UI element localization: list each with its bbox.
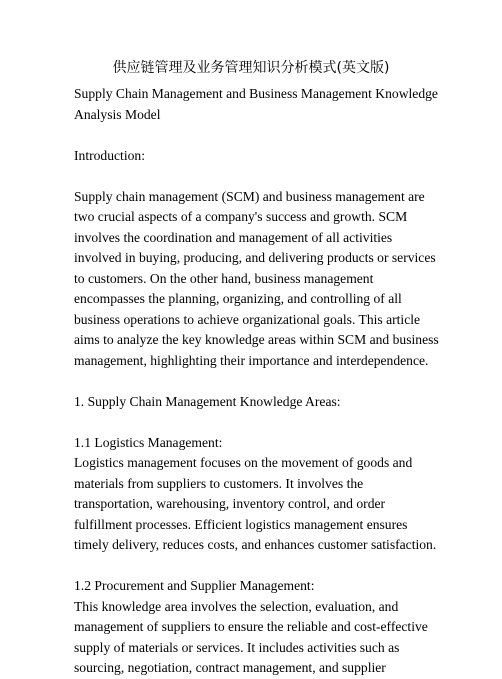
- subsection-1-2-line: management of suppliers to ensure the reliable and cost-effective: [74, 619, 428, 634]
- intro-paragraph-line: Supply chain management (SCM) and business management are: [74, 188, 425, 204]
- document-body: [74, 84, 439, 679]
- english-title-line-1: Supply Chain Management and Business Management Knowledge: [74, 86, 438, 101]
- intro-paragraph-line: management, highlighting their importance and interdependence.: [74, 352, 429, 368]
- spacer: [74, 166, 434, 187]
- spacer: [74, 371, 434, 392]
- subsection-1-1-heading: 1.1 Logistics Management:: [74, 434, 223, 450]
- spacer: [74, 125, 434, 146]
- spacer: [74, 556, 434, 577]
- spacer: [74, 412, 434, 433]
- english-title-line-2: Analysis Model: [74, 106, 161, 122]
- subsection-1-2-line: This knowledge area involves the selection, evaluation, and: [74, 598, 399, 614]
- subsection-1-1-line: transportation, warehousing, inventory control, and order: [74, 496, 386, 511]
- subsection-1-2-heading: 1.2 Procurement and Supplier Management:: [74, 578, 315, 593]
- intro-paragraph-line: to customers. On the other hand, business management: [74, 270, 374, 286]
- subsection-1-2-line: sourcing, negotiation, contract management, and supplier: [74, 660, 386, 675]
- subsection-1-1-line: materials from suppliers to customers. It involves the: [74, 475, 364, 491]
- intro-paragraph-line: two crucial aspects of a company's success and growth. SCM: [74, 209, 408, 224]
- document-title-chinese: 供应链管理及业务管理知识分析模式(英文版): [112, 60, 390, 76]
- intro-paragraph-line: encompasses the planning, organizing, and controlling of all: [74, 291, 402, 306]
- subsection-1-2-line: supply of materials or services. It includes activities such as: [74, 639, 400, 655]
- section-1-heading: 1. Supply Chain Management Knowledge Areas:: [74, 393, 341, 409]
- intro-paragraph-line: aims to analyze the key knowledge areas within SCM and business: [74, 332, 439, 347]
- subsection-1-1-line: timely delivery, reduces costs, and enhances customer satisfaction.: [74, 537, 437, 552]
- intro-paragraph-line: business operations to achieve organizational goals. This article: [74, 311, 421, 327]
- subsection-1-1-line: Logistics management focuses on the movement of goods and: [74, 455, 413, 470]
- intro-paragraph-line: involves the coordination and management of all activities: [74, 229, 393, 245]
- intro-paragraph-line: involved in buying, producing, and delivering products or services: [74, 250, 436, 265]
- introduction-heading: Introduction:: [74, 147, 145, 163]
- subsection-1-1-line: fulfillment processes. Efficient logistics management ensures: [74, 516, 408, 532]
